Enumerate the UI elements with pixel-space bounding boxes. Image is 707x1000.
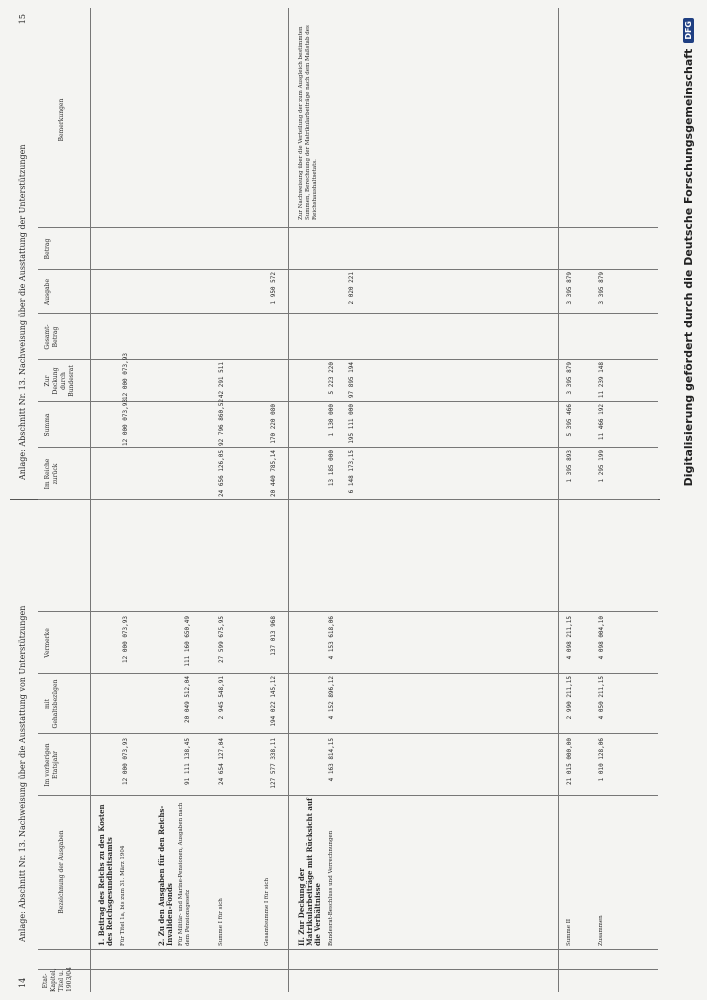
left-row3-val3: 27 599 675,95	[218, 616, 225, 663]
right-row1-val3: 12 000 073,93	[122, 353, 129, 400]
rotated-spread	[10, 8, 660, 992]
right-row7-val1: 1 295 199	[598, 450, 605, 483]
left-row7-text: Zusammen	[598, 915, 604, 946]
r-col-head-0: Im Reiche zurück	[44, 458, 59, 490]
right-row2-val1: 24 656 126,05	[218, 450, 225, 497]
left-row4-val1: 127 577 338,11	[270, 738, 277, 789]
r-col-head-6: Bemerkungen	[58, 98, 65, 142]
left-page	[10, 499, 660, 992]
col-head-1: Bezeichnung der Ausgaben	[58, 830, 65, 914]
r-col-head-1: Summa	[44, 413, 51, 437]
left-row1-text: Für Titel 1a, bis zum 31. März 1904	[120, 845, 126, 946]
right-row7-val4: 3 395 879	[598, 272, 605, 305]
left-row3-val2: 2 945 548,91	[218, 676, 225, 720]
left-row2-val3: 111 160 650,49	[184, 616, 191, 667]
right-row6-val3: 3 395 879	[566, 362, 573, 395]
left-row2-text: Für Militär- und Marine-Pensionen, Ausgaben nach dem Pensionsgesetz	[178, 802, 191, 946]
right-row7-val2: 11 466 192	[598, 404, 605, 441]
left-row2-section: 2. Zu den Ausgaben für den Reichs-Invaliden-Fonds	[157, 805, 174, 946]
left-row6-val3: 4 098 211,15	[566, 616, 573, 660]
right-row3-val4: 1 950 572	[270, 272, 277, 305]
left-row7-val3: 4 098 004,10	[598, 616, 605, 660]
right-page-title: Anlage: Abschnitt Nr. 13. Nachweisung über die Ausstattung der Unterstützungen	[18, 144, 27, 480]
right-row1-val2: 12 000 073,93	[122, 399, 129, 446]
left-row2-val1: 91 111 138,45	[184, 738, 191, 785]
left-row5-section: II. Zur Deckung der Matrikularbeiträge mit Rücksicht auf die Verhältnisse	[297, 798, 322, 946]
dfg-logo-icon: DFG	[683, 18, 694, 43]
left-row5-val2: 4 152 896,12	[328, 676, 335, 720]
right-row6-val4: 3 395 879	[566, 272, 573, 305]
left-row4-val3: 137 013 968	[270, 616, 277, 656]
left-row7-val1: 1 010 128,06	[598, 738, 605, 782]
right-row2-val3: 42 291 511	[218, 362, 225, 399]
left-row5-text: Bundesrat-Beschluss und Verrechnungen	[328, 830, 334, 946]
right-row3-val1: 20 440 785,14	[270, 450, 277, 497]
left-row1-section: 1. Beitrag des Reichs zu den Kosten des Reichsgesundheitsamts	[97, 804, 114, 946]
right-page	[10, 8, 660, 500]
left-table	[38, 500, 658, 992]
right-page-number: 15	[18, 14, 27, 25]
r-col-head-4: Ausgabe	[44, 278, 51, 306]
col-head-4: Vermerke	[44, 628, 51, 658]
scanned-document-page	[10, 8, 660, 992]
left-row6-text: Summe II	[566, 918, 572, 946]
left-row7-val2: 4 050 211,15	[598, 676, 605, 720]
right-row6-val2: 5 395 466	[566, 404, 573, 437]
left-page-header	[16, 500, 34, 992]
left-row4-text: Gesamtsumme I für sich	[264, 877, 270, 946]
left-row2-val2: 20 049 512,04	[184, 676, 191, 723]
left-row3-val1: 24 654 127,04	[218, 738, 225, 785]
right-row7-val3: 11 239 148	[598, 362, 605, 399]
right-row2-val2: 92 796 860,52	[218, 399, 225, 446]
left-row6-val2: 2 990 211,15	[566, 676, 573, 720]
right-row4-val3: 5 223 220	[328, 362, 335, 395]
right-row4-val1: 13 185 000	[328, 450, 335, 487]
r-col-head-2: Zur Deckung durch Bundesrat	[44, 365, 75, 397]
r-col-head-5: Betrag	[44, 238, 51, 260]
left-row3-text: Summe I für sich	[218, 898, 224, 946]
right-row5-val3: 97 895 194	[348, 362, 355, 399]
col-head-0: Etat-Kapitel, Titel u. 1903/04	[42, 967, 73, 992]
col-head-2: Im vorherigen Etatsjahr	[44, 743, 59, 787]
r-col-head-3: Gesamt-Betrag	[44, 324, 59, 350]
left-page-number: 14	[18, 977, 27, 988]
left-row5-val1: 4 163 814,15	[328, 738, 335, 782]
left-row1-val3: 12 000 073,93	[122, 616, 129, 663]
right-row5-val4: 2 020 221	[348, 272, 355, 305]
left-row5-val3: 4 153 618,06	[328, 616, 335, 660]
col-head-3: mit Gehaltsbezügen	[44, 679, 59, 729]
left-row4-val2: 194 022 145,12	[270, 676, 277, 727]
watermark-text: Digitalisierung gefördert durch die Deutsche Forschungsgemeinschaft	[681, 48, 695, 487]
left-row1-val1: 12 000 073,93	[122, 738, 129, 785]
right-remarks: Zur Nachweisung über die Verteilung der zum Ausgleich bestimmten Summen, Berechnung der Matrikularbeiträge nach dem Maßstab des Reichshaushaltsetats.	[298, 25, 318, 220]
left-row6-val1: 21 015 000,00	[566, 738, 573, 785]
right-row6-val1: 1 395 893	[566, 450, 573, 483]
right-row5-val2: 195 111 000	[348, 404, 355, 444]
right-row4-val2: 1 130 000	[328, 404, 335, 437]
right-row5-val1: 6 148 173,15	[348, 450, 355, 494]
right-row3-val2: 170 220 080	[270, 404, 277, 444]
left-page-title: Anlage: Abschnitt Nr. 13. Nachweisung über die Ausstattung von Unterstützungen	[18, 605, 27, 942]
right-page-header	[16, 8, 34, 500]
dfg-watermark	[673, 18, 703, 978]
right-table	[38, 8, 658, 500]
